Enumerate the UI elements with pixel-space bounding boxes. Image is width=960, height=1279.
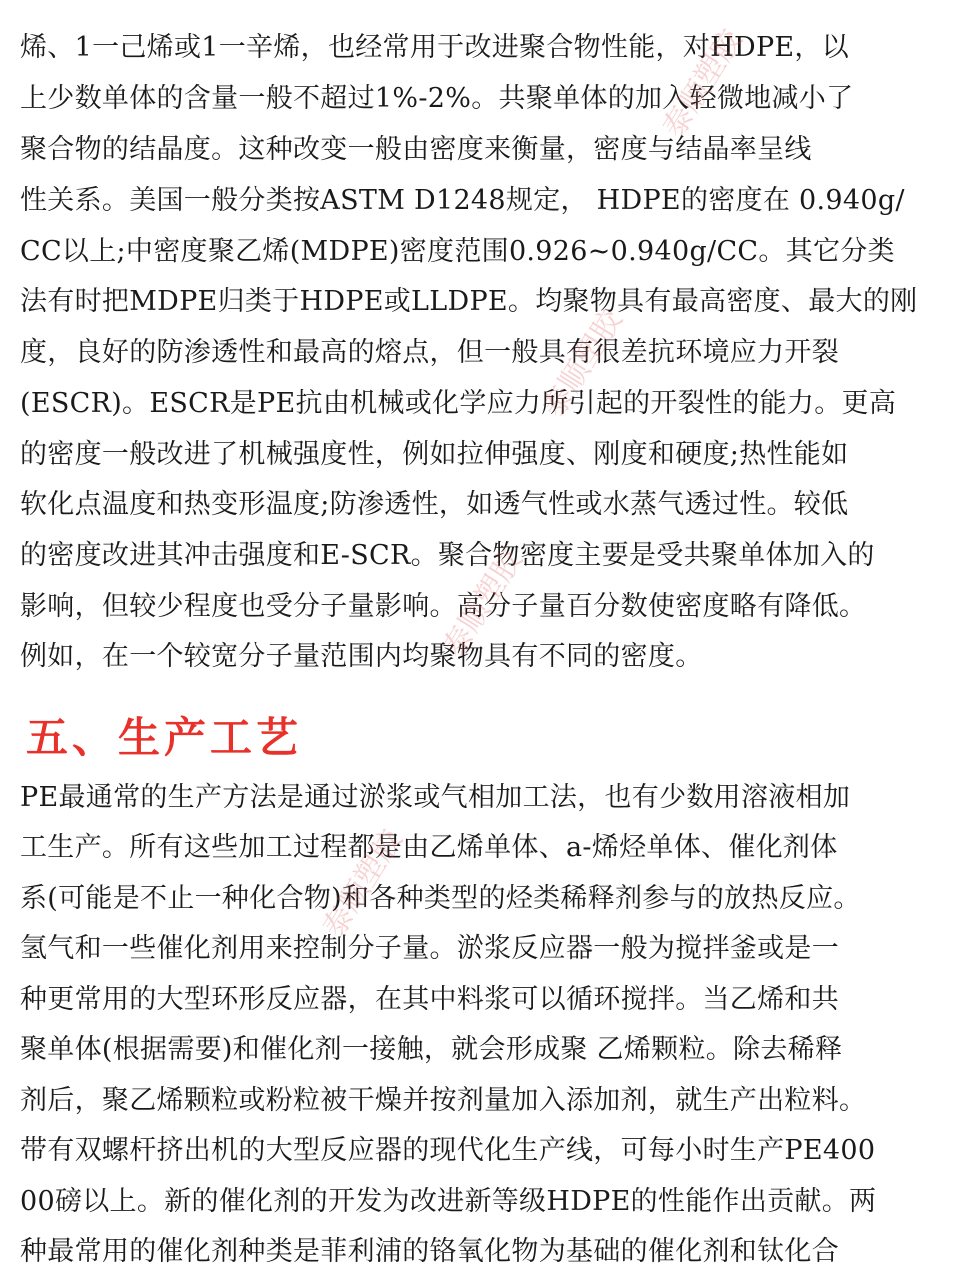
watermark: 泰顺塑胶	[316, 823, 410, 945]
text-line: 聚合物的结晶度。这种改变一般由密度来衡量，密度与结晶率呈线	[20, 134, 812, 165]
text-line: 氢气和一些催化剂用来控制分子量。淤浆反应器一般为搅拌釜或是一	[20, 933, 839, 964]
text-line: 工生产。所有这些加工过程都是由乙烯单体、a-烯烃单体、催化剂体	[20, 832, 838, 863]
text-line: 软化点温度和热变形温度;防渗透性，如透气性或水蒸气透过性。较低	[20, 489, 849, 520]
text-line: 的密度一般改进了机械强度性，例如拉伸强度、刚度和硬度;热性能如	[20, 439, 849, 470]
text-line: 性关系。美国一般分类按ASTM D1248规定， HDPE的密度在 0.940g/	[20, 185, 905, 216]
text-line: 种最常用的催化剂种类是菲利浦的铬氧化物为基础的催化剂和钛化合	[20, 1236, 839, 1267]
text-line: 剂后，聚乙烯颗粒或粉粒被干燥并按剂量加入添加剂，就生产出粒料。	[20, 1085, 867, 1116]
text-line: 的密度改进其冲击强度和E-SCR。聚合物密度主要是受共聚单体加入的	[20, 540, 875, 571]
text-line: 法有时把MDPE归类于HDPE或LLDPE。均聚物具有最高密度、最大的刚	[20, 286, 918, 317]
text-line: 00磅以上。新的催化剂的开发为改进新等级HDPE的性能作出贡献。两	[20, 1186, 877, 1217]
text-line: PE最通常的生产方法是通过淤浆或气相加工法，也有少数用溶液相加	[20, 782, 851, 813]
text-line: 种更常用的大型环形反应器，在其中料浆可以循环搅拌。当乙烯和共	[20, 984, 839, 1015]
text-line: 度，良好的防渗透性和最高的熔点，但一般具有很差抗环境应力开裂	[20, 337, 839, 368]
watermark: 泰顺塑胶	[536, 303, 630, 425]
section-heading: 五、生产工艺	[26, 713, 303, 762]
text-line: (ESCR)。ESCR是PE抗由机械或化学应力所引起的开裂性的能力。更高	[20, 388, 897, 419]
text-line: 系(可能是不止一种化合物)和各种类型的烃类稀释剂参与的放热反应。	[20, 883, 861, 914]
text-line: 例如，在一个较宽分子量范围内均聚物具有不同的密度。	[20, 641, 703, 672]
text-line: 带有双螺杆挤出机的大型反应器的现代化生产线，可每小时生产PE400	[20, 1135, 876, 1166]
text-line: CC以上;中密度聚乙烯(MDPE)密度范围0.926~0.940g/CC。其它分类	[20, 236, 895, 267]
text-line: 聚单体(根据需要)和催化剂一接触，就会形成聚 乙烯颗粒。除去稀释	[20, 1034, 843, 1065]
watermark: 泰顺塑胶	[656, 23, 750, 145]
watermark: 泰顺塑胶	[436, 543, 530, 665]
text-line: 影响，但较少程度也受分子量影响。高分子量百分数使密度略有降低。	[20, 591, 867, 622]
text-line: 上少数单体的含量一般不超过1%-2%。共聚单体的加入轻微地减小了	[20, 83, 854, 114]
text-line: 烯、1一己烯或1一辛烯，也经常用于改进聚合物性能，对HDPE，以	[20, 32, 850, 63]
